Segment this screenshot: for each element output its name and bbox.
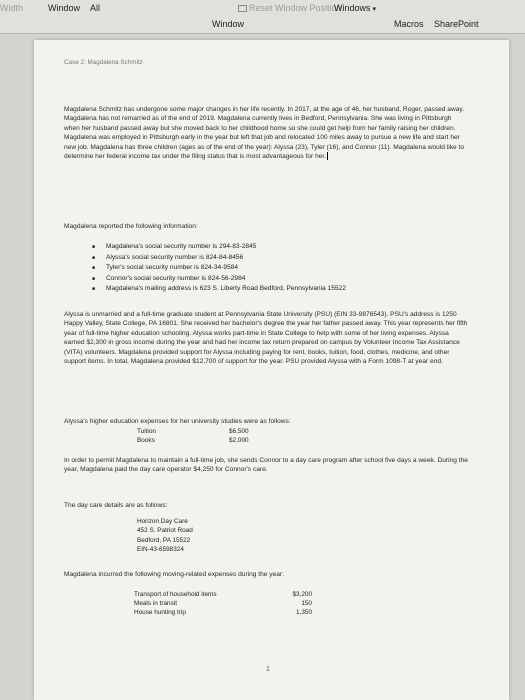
window-menu[interactable]: Window [48, 3, 81, 13]
document-page[interactable] [34, 40, 509, 700]
paragraph-background-text: Magdalena Schmitz has undergone some major changes in her life recently. In 2017, at the age of 46, her husband, Roger, passed away. Magdalena has not remarried as of the end of 2019. Magdalena currently lives in Bedford, Pennsylvania. She was living in Pittsburgh when her husband passed away but she moved back to her childhood home so she could get help from her family raising her children. Magdalena was employed in Pittsburgh early in the year but left that job and relocated 100 miles away to pursue a new life and start her new job. Magdalena has three children (ages as of the end of the year): Alyssa (23), Tyler (16), and Connor (11). Magdalena would like to determine her federal income tax under the filing status that is most advantageous for her. [64, 106, 465, 161]
all-button[interactable]: All [90, 3, 101, 13]
window-icon [238, 5, 247, 12]
moving-label: House hunting trip [134, 609, 186, 616]
list-item: ■ Magdalena's social security number is 294-83-2845 [92, 242, 452, 253]
reported-info-list [92, 242, 452, 295]
paragraph-alyssa[interactable]: Alyssa is unmarried and a full-time graduate student at Pennsylvania State University (PSU) (EIN 33-9876543). PSU's address is 1250 Happy Valley, State College, PA 16801. She received her bachelor's degree the year her father passed away. This year represents her fifth year of full-time higher education schooling. Alyssa works part-time in State College to help with some of her living expenses. Alyssa earned $2,300 in gross income during the year and had her income tax return prepared on campus by Volunteer Income Tax Assistance (VITA) volunteers. Magdalena provided support for Alyssa including paying for rent, books, tuition, food, clothes, medicine, and other support items. In total, Magdalena provided $12,700 of support for the year. PSU provided Alyssa with a Form 1098-T at year end. [64, 311, 468, 366]
daycare-line: EIN-43-6598324 [137, 546, 184, 554]
moving-amount: $3,200 [292, 591, 312, 598]
windows-menu-label: Windows [334, 3, 371, 13]
expense-label-tuition: Tuition [137, 428, 156, 435]
list-item: ■ Connor's social security number is 824-56-2984 [92, 274, 452, 285]
education-expenses-heading: Alyssa's higher education expenses for her university studies were as follows: [64, 418, 291, 425]
expense-amount-tuition: $6,500 [229, 428, 249, 435]
moving-amount: 1,350 [296, 609, 312, 616]
moving-amount: 150 [301, 600, 312, 607]
windows-menu[interactable] [334, 3, 376, 13]
paragraph-background[interactable] [64, 105, 469, 161]
expense-amount-books: $2,000 [229, 437, 249, 444]
expense-label-books: Books [137, 437, 155, 444]
daycare-line: Horizon Day Care [137, 518, 188, 525]
page-number: 1 [266, 666, 270, 673]
macros-button[interactable]: Macros [394, 19, 424, 29]
width-label[interactable]: Width [0, 3, 24, 13]
moving-label: Transport of household items [134, 591, 217, 598]
list-item: ■ Alyssa's social security number is 824-84-8456 [92, 253, 452, 264]
moving-expenses-heading: Magdalena incurred the following moving-related expenses during the year: [64, 571, 284, 578]
daycare-address [137, 517, 193, 555]
chevron-down-icon: ▾ [372, 6, 377, 13]
case-title: Case 2: Magdalena Schmitz [64, 59, 143, 66]
list-item: ■ Magdalena's mailing address is 623 S. Liberty Road Bedford, Pennsylvania 15522 [92, 284, 452, 295]
daycare-heading: The day care details are as follows: [64, 502, 168, 509]
reset-window-position-button[interactable] [238, 3, 342, 13]
daycare-line: 452 S. Patriot Road [137, 527, 193, 535]
daycare-line: Bedford, PA 15522 [137, 536, 191, 544]
sharepoint-button[interactable]: SharePoint [434, 19, 479, 29]
reported-info-heading: Magdalena reported the following information: [64, 223, 198, 230]
ribbon-toolbar [0, 0, 525, 34]
paragraph-daycare[interactable]: In order to permit Magdalena to maintain a full-time job, she sends Connor to a day care program after school five days a week. During the year, Magdalena paid the day care operator $4,250 for Connor's care. [64, 457, 468, 474]
list-item: ■ Tyler's social security number is 824-34-9584 [92, 263, 452, 274]
moving-label: Meals in transit [134, 600, 177, 607]
text-cursor [327, 152, 328, 160]
window-group-label: Window [212, 19, 245, 29]
reset-window-position-label: Reset Window Position [249, 3, 342, 13]
